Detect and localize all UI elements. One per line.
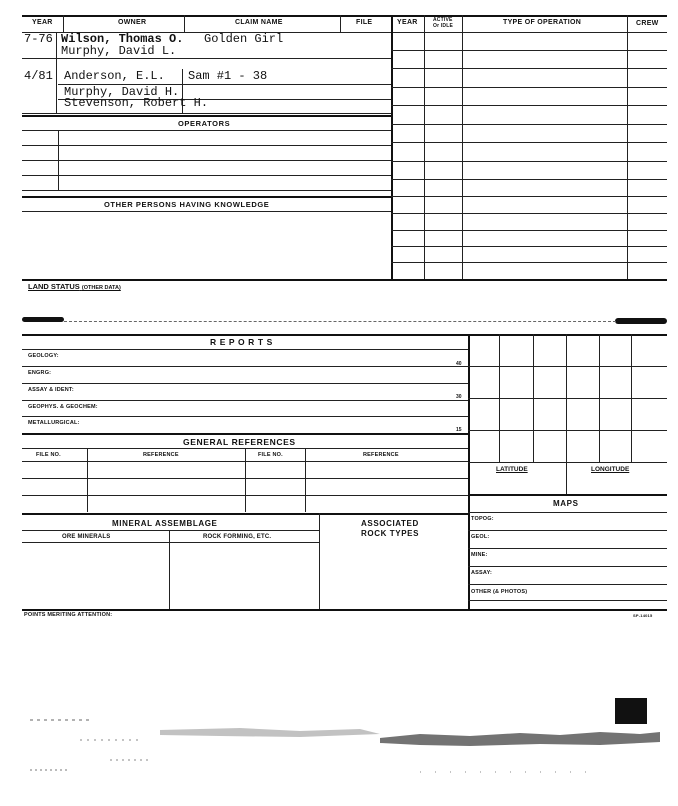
- owner-row-1-year: 7-76: [24, 32, 53, 46]
- owner-row-4-name: Murphy, David H.: [64, 85, 180, 99]
- owner-row-1-name: Wilson, Thomas O.: [61, 32, 184, 46]
- active-header: ACTIVE: [433, 17, 453, 23]
- grid-number-30: 30: [456, 394, 462, 400]
- reference-header-1: REFERENCE: [143, 452, 179, 458]
- claim-name-header: CLAIM NAME: [235, 19, 283, 26]
- year-header-right: YEAR: [397, 19, 418, 26]
- form-number: SP-14015: [633, 613, 653, 618]
- owner-row-5-name: Stevenson, Robert H.: [64, 96, 209, 110]
- engrg-label: ENGRG:: [28, 370, 52, 376]
- latitude-label: LATITUDE: [496, 466, 528, 473]
- owner-header: OWNER: [118, 19, 147, 26]
- geol-label: GEOL:: [471, 534, 490, 540]
- ink-smudge-right: [615, 318, 667, 324]
- owner-row-3-claim: Sam #1 - 38: [188, 69, 268, 83]
- rock-forming-header: ROCK FORMING, ETC.: [203, 534, 272, 540]
- crew-header: CREW: [636, 20, 659, 27]
- file-no-header-2: FILE NO.: [258, 452, 283, 458]
- grid-number-15: 15: [456, 427, 462, 433]
- owner-row-2-name: Murphy, David L.: [61, 44, 177, 58]
- owner-row-3-name: Anderson, E.L.: [64, 69, 165, 83]
- longitude-label: LONGITUDE: [591, 466, 630, 473]
- points-meriting-attention-label: POINTS MERITING ATTENTION:: [24, 612, 113, 618]
- file-no-header-1: FILE NO.: [36, 452, 61, 458]
- mineral-assemblage-section-title: MINERAL ASSEMBLAGE: [112, 519, 218, 528]
- other-photos-label: OTHER (& PHOTOS): [471, 589, 528, 595]
- grid-number-40: 40: [456, 361, 462, 367]
- geology-label: GEOLOGY:: [28, 353, 59, 359]
- assay-map-label: ASSAY:: [471, 570, 493, 576]
- other-persons-section-title: OTHER PERSONS HAVING KNOWLEDGE: [104, 200, 270, 209]
- ink-smudge-left: [22, 317, 64, 322]
- ore-minerals-header: ORE MINERALS: [62, 534, 111, 540]
- mine-label: MINE:: [471, 552, 488, 558]
- scan-artifacts: [0, 690, 678, 800]
- rock-types-label: ROCK TYPES: [361, 529, 420, 538]
- operators-section-title: OPERATORS: [178, 119, 231, 128]
- type-of-operation-header: TYPE OF OPERATION: [503, 19, 582, 26]
- maps-section-title: MAPS: [553, 499, 579, 508]
- owner-row-1-claim: Golden Girl: [204, 32, 284, 46]
- assay-ident-label: ASSAY & IDENT:: [28, 387, 74, 393]
- metallurgical-label: METALLURGICAL:: [28, 420, 80, 426]
- associated-label: ASSOCIATED: [361, 519, 419, 528]
- topog-label: TOPOG:: [471, 516, 494, 522]
- geophys-geochem-label: GEOPHYS. & GEOCHEM:: [28, 404, 98, 410]
- owner-row-3-year: 4/81: [24, 69, 53, 83]
- year-header: YEAR: [32, 19, 53, 26]
- reports-section-title: R E P O R T S: [210, 337, 273, 347]
- reference-header-2: REFERENCE: [363, 452, 399, 458]
- land-status-subtitle: (OTHER DATA): [81, 285, 121, 291]
- idle-header: Or IDLE: [433, 23, 454, 29]
- general-references-section-title: GENERAL REFERENCES: [183, 437, 296, 447]
- file-header: FILE: [356, 19, 373, 26]
- land-status-title: LAND STATUS: [28, 282, 80, 291]
- land-status-label: [28, 282, 121, 291]
